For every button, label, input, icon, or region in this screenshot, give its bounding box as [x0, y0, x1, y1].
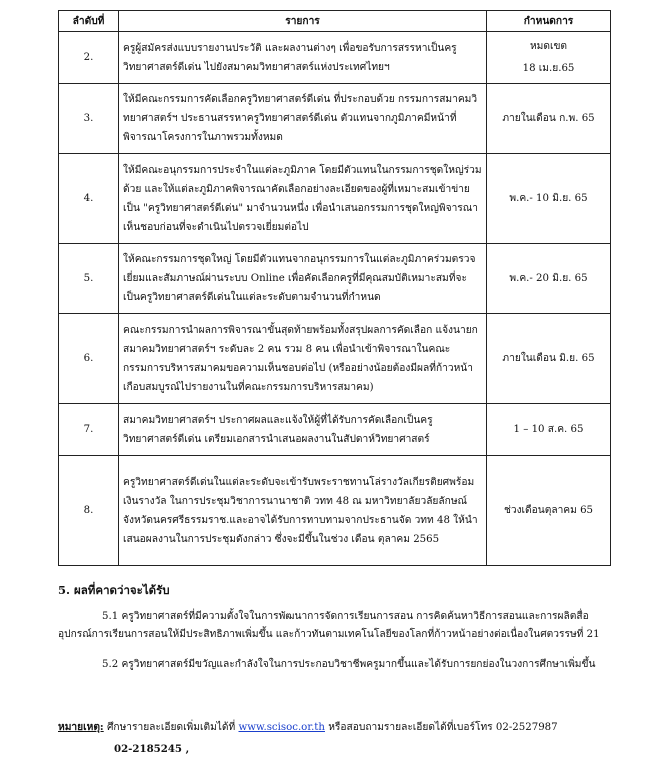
row-item: ให้มีคณะอนุกรรมการประจำในแต่ละภูมิภาค โดยมีตัวแทนในกรรมการชุดใหญ่ร่วมด้วย และให้แต่ละภูมิภาคพิจารณาคัดเลือกอย่างละเอียดของผู้ที่เหมาะสมเข้าข่ายเป็น "ครูวิทยาศาสตร์ดีเด่น" มาจำนวนหนึ่ง เพื่อนำเสนอกรรมการชุดใหญ่พิจารณาเห็นชอบก่อนที่จะดำเนินไปตรวจเยี่ยมต่อไป [119, 154, 487, 244]
section-5-1-paragraph: 5.1 ครูวิทยาศาสตร์ที่มีความตั้งใจในการพัฒนาการจัดการเรียนการสอน การคิดค้นหาวิธีการสอนและการผลิตสื่ออุปกรณ์การเรียนการสอนให้มีประสิทธิภาพเพิ่มขึ้น และก้าวทันตามเทคโนโลยีของโลกที่ก้าวหน้าอย่างต่อเนื่องในศตวรรษที่ 21 [58, 611, 600, 640]
row-number: 2. [59, 32, 119, 84]
section-5-2-paragraph: 5.2 ครูวิทยาศาสตร์มีขวัญและกำลังใจในการประกอบวิชาชีพครูมากขึ้นและได้รับการยกย่องในวงการศึกษาเพิ่มขึ้น [102, 659, 596, 670]
table-row [59, 456, 611, 566]
table-row [59, 154, 611, 244]
row-number: 8. [59, 456, 119, 566]
row-item: ครูวิทยาศาสตร์ดีเด่นในแต่ละระดับจะเข้ารับพระราชทานโล่รางวัลเกียรติยศพร้อมเงินรางวัล ในการประชุมวิชาการนานาชาติ วทท 48 ณ มหาวิทยาลัยวลัยลักษณ์ จังหวัดนครศรีธรรมราช.และอาจได้รับการทาบทามจากประธานจัด วทท 48 ให้นำเสนอผลงานในการประชุมดังกล่าว ซึ่งจะมีขึ้นในช่วง เดือน ตุลาคม 2565 [119, 456, 487, 566]
row-number: 7. [59, 404, 119, 456]
header-no: ลำดับที่ [59, 11, 119, 32]
row-due [487, 32, 611, 84]
row-item: คณะกรรมการนำผลการพิจารณาขั้นสุดท้ายพร้อมทั้งสรุปผลการคัดเลือก แจ้งนายกสมาคมวิทยาศาสตร์ฯ ระดับละ 2 คน รวม 8 คน เพื่อนำเข้าพิจารณาในคณะกรรมการบริหารสมาคมขอความเห็นชอบต่อไป (หรืออย่างน้อยต้องมีผลที่ก้าวหน้าเกือบสมบูรณ์ไปรายงานในที่คณะกรรมการบริหารสมาคม) [119, 314, 487, 404]
header-due: กำหนดการ [487, 11, 611, 32]
row-due: ช่วงเดือนตุลาคม 65 [487, 456, 611, 566]
table-header-row [59, 11, 611, 32]
note-phone-2: 02-2185245 , [114, 743, 190, 755]
note [58, 718, 618, 737]
row-item: ให้คณะกรรมการชุดใหญ่ โดยมีตัวแทนจากอนุกรรมการในแต่ละภูมิภาคร่วมตรวจเยี่ยมและสัมภาษณ์ผ่านระบบ Online เพื่อคัดเลือกครูที่มีคุณสมบัติเหมาะสมที่จะเป็นครูวิทยาศาสตร์ดีเด่นในแต่ละระดับตามจำนวนที่กำหนด [119, 244, 487, 314]
note-text-after: หรือสอบถามรายละเอียดได้ที่เบอร์โทร 02-2527987 [324, 722, 558, 733]
header-item: รายการ [119, 11, 487, 32]
row-number: 4. [59, 154, 119, 244]
row-number: 6. [59, 314, 119, 404]
section-5-title: 5. ผลที่คาดว่าจะได้รับ [58, 583, 170, 597]
table-row [59, 32, 611, 84]
table-row [59, 84, 611, 154]
row-due: ภายในเดือน มิ.ย. 65 [487, 314, 611, 404]
row-due: พ.ค.- 20 มิ.ย. 65 [487, 244, 611, 314]
table-row [59, 244, 611, 314]
row-number: 3. [59, 84, 119, 154]
row-due: พ.ค.- 10 มิ.ย. 65 [487, 154, 611, 244]
website-link[interactable]: www.scisoc.or.th [238, 722, 325, 733]
row-number: 5. [59, 244, 119, 314]
row-due-text: หมดเขต 18 เม.ย.65 [522, 40, 575, 74]
table-row [59, 404, 611, 456]
row-due: ภายในเดือน ก.พ. 65 [487, 84, 611, 154]
note-label: หมายเหตุ: [58, 721, 104, 733]
row-due: 1 – 10 ส.ค. 65 [487, 404, 611, 456]
row-item: ครูผู้สมัครส่งแบบรายงานประวัติ และผลงานต่างๆ เพื่อขอรับการสรรหาเป็นครูวิทยาศาสตร์ดีเด่น ไปยังสมาคมวิทยาศาสตร์แห่งประเทศไทยฯ [119, 32, 487, 84]
note-text-before: ศึกษารายละเอียดเพิ่มเติมได้ที่ [103, 722, 239, 733]
row-item: ให้มีคณะกรรมการคัดเลือกครูวิทยาศาสตร์ดีเด่น ที่ประกอบด้วย กรรมการสมาคมวิทยาศาสตร์ฯ ประธานสรรหาครูวิทยาศาสตร์ดีเด่น ตัวแทนจากภูมิภาคมีหน้าที่พิจารณาโครงการในภาพรวมทั้งหมด [119, 84, 487, 154]
row-item: สมาคมวิทยาศาสตร์ฯ ประกาศผลและแจ้งให้ผู้ที่ได้รับการคัดเลือกเป็นครูวิทยาศาสตร์ดีเด่น เตรียมเอกสารนำเสนอผลงานในสัปดาห์วิทยาศาสตร์ [119, 404, 487, 456]
table-row [59, 314, 611, 404]
schedule-table [58, 10, 611, 566]
